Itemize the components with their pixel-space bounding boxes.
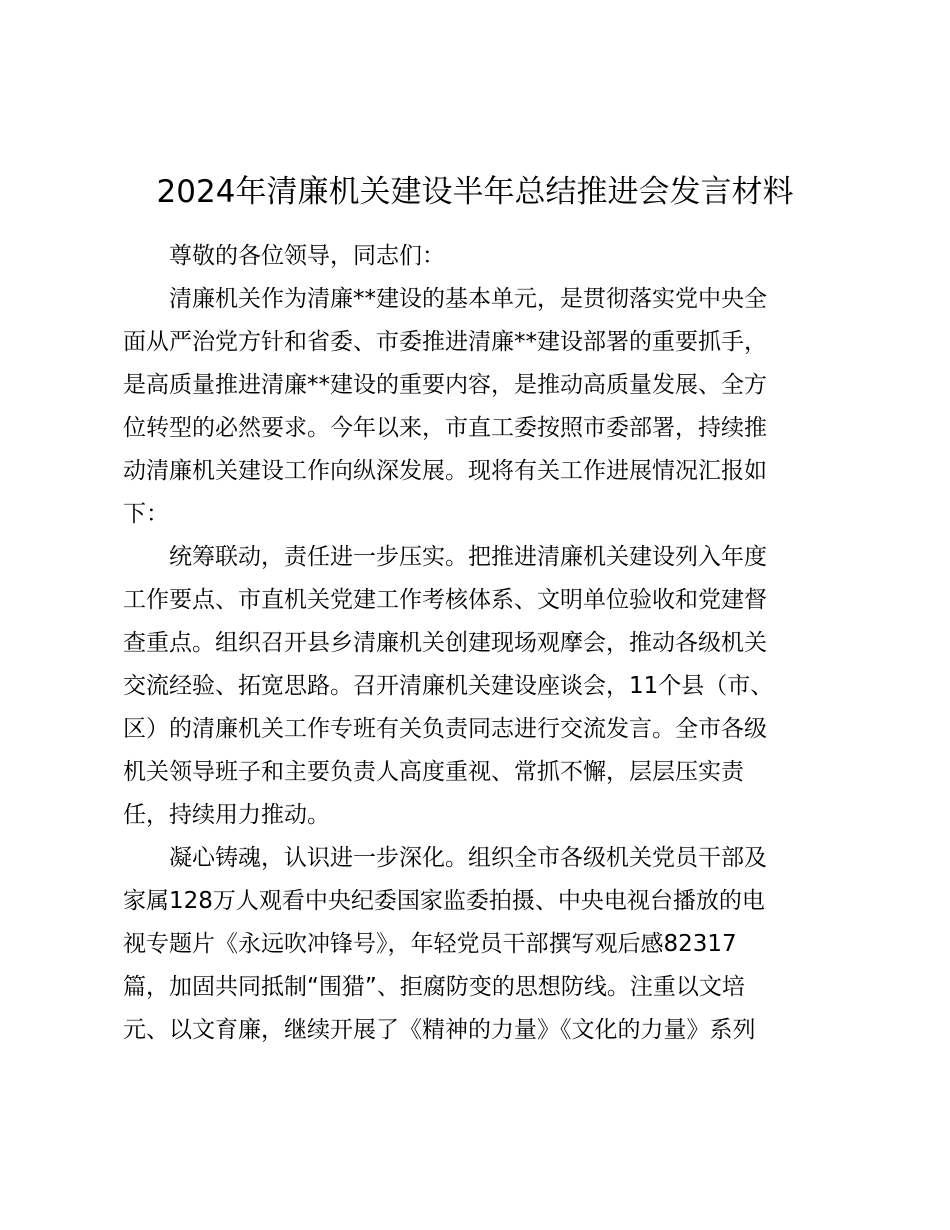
- paragraph-3-line-3: 视专题片《永远吹冲锋号》，年轻党员干部撰写观后感82317: [123, 931, 737, 957]
- paragraph-1-line-2: 面从严治党方针和省委、市委推进清廉**建设部署的重要抓手，: [123, 329, 767, 355]
- document-title: 2024年清廉机关建设半年总结推进会发言材料: [156, 174, 794, 210]
- salutation: 尊敬的各位领导，同志们：: [169, 243, 445, 269]
- paragraph-1-line-3: 是高质量推进清廉**建设的重要内容，是推动高质量发展、全方: [123, 372, 767, 398]
- paragraph-1-line-5: 动清廉机关建设工作向纵深发展。现将有关工作进展情况汇报如: [123, 458, 767, 484]
- paragraph-3-line-4: 篇，加固共同抵制“围猎”、拒腐防变的思想防线。注重以文培: [123, 974, 745, 1000]
- paragraph-2-line-1: 统筹联动，责任进一步压实。把推进清廉机关建设列入年度: [169, 544, 767, 570]
- paragraph-2-line-5: 区）的清廉机关工作专班有关负责同志进行交流发言。全市各级: [123, 716, 767, 742]
- paragraph-2-line-6: 机关领导班子和主要负责人高度重视、常抓不懈，层层压实责: [123, 759, 744, 785]
- paragraph-2-line-7: 任，持续用力推动。: [123, 802, 330, 828]
- paragraph-1-line-4: 位转型的必然要求。今年以来，市直工委按照市委部署，持续推: [123, 415, 767, 441]
- paragraph-1-line-1: 清廉机关作为清廉**建设的基本单元，是贯彻落实党中央全: [169, 286, 767, 312]
- paragraph-3-line-1: 凝心铸魂，认识进一步深化。组织全市各级机关党员干部及: [169, 845, 767, 871]
- paragraph-1-line-6: 下：: [123, 501, 169, 527]
- paragraph-2-line-4: 交流经验、拓宽思路。召开清廉机关建设座谈会，11个县（市、: [123, 673, 774, 699]
- paragraph-3-line-5: 元、以文育廉，继续开展了《精神的力量》《文化的力量》系列: [123, 1017, 756, 1043]
- paragraph-2-line-3: 查重点。组织召开县乡清廉机关创建现场观摩会，推动各级机关: [123, 630, 767, 656]
- paragraph-2-line-2: 工作要点、市直机关党建工作考核体系、文明单位验收和党建督: [123, 587, 767, 613]
- paragraph-3-line-2: 家属128万人观看中央纪委国家监委拍摄、中央电视台播放的电: [123, 888, 765, 914]
